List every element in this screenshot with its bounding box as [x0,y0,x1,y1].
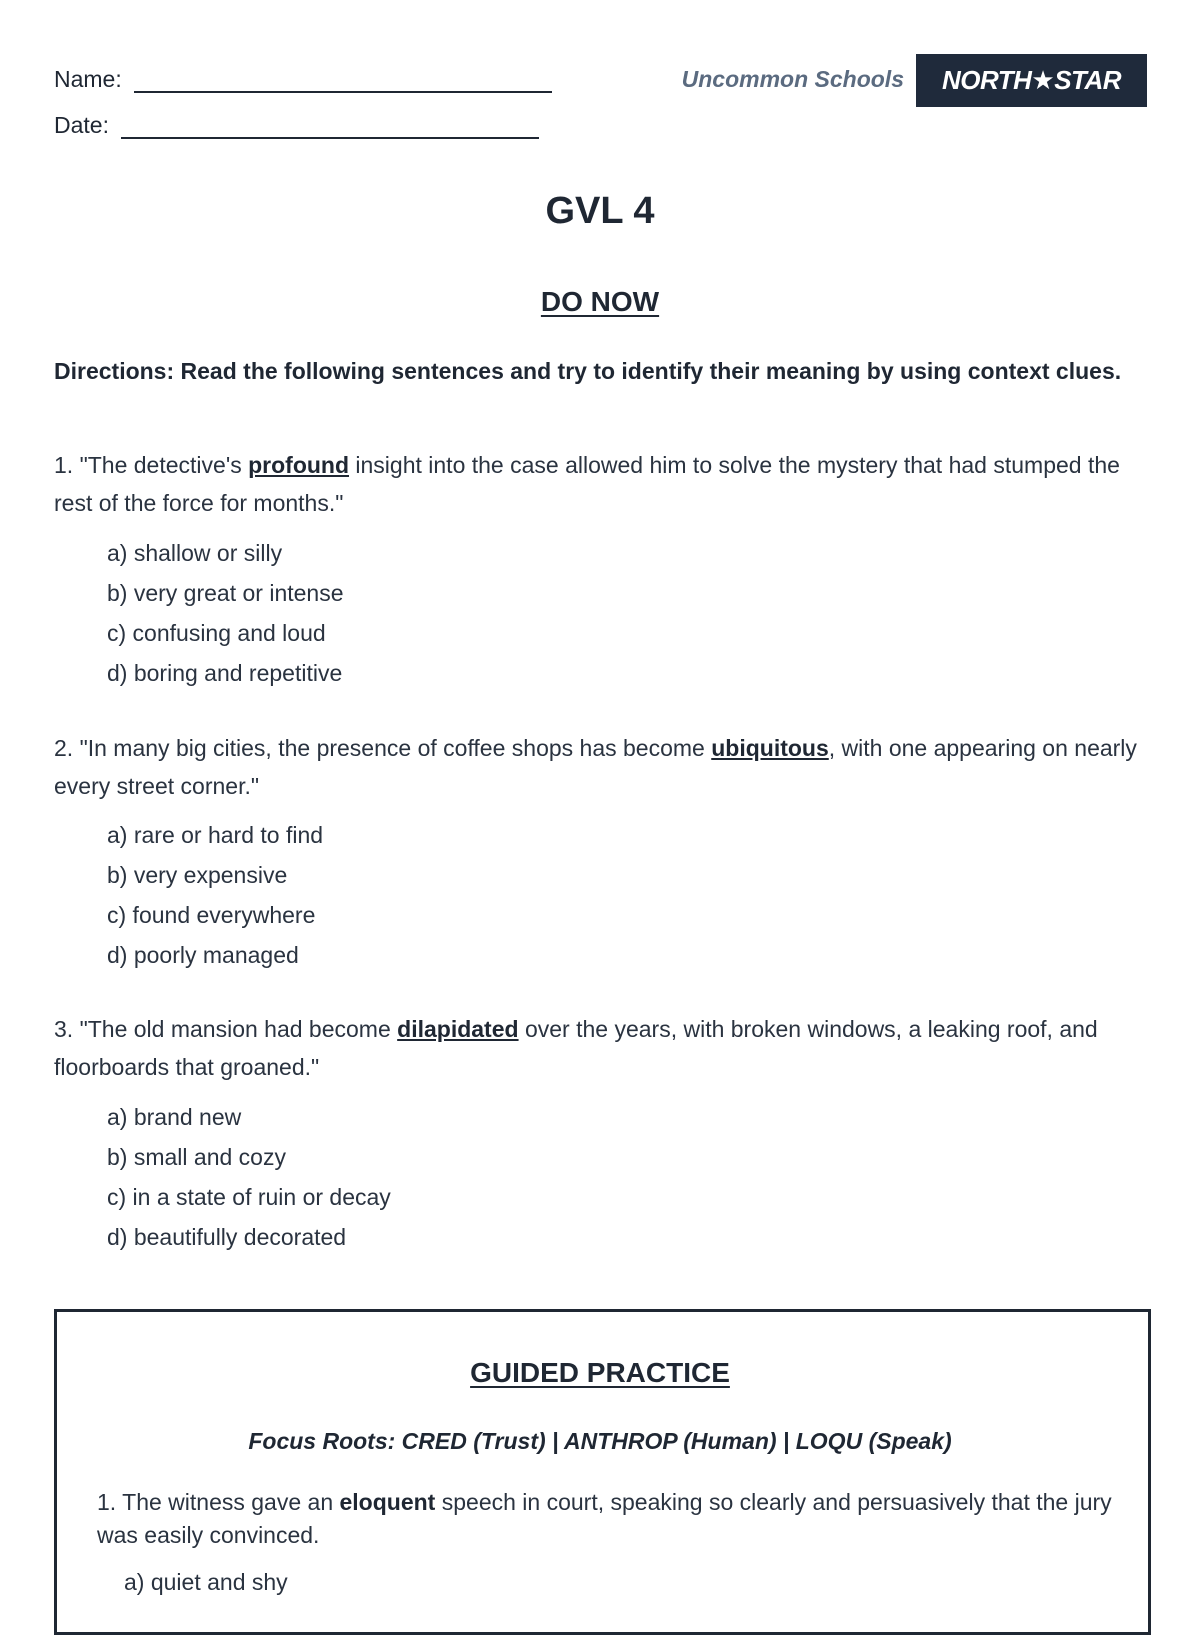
guided-question-1-options [124,1562,288,1602]
logo-text: NORTH★STAR [941,65,1122,95]
answer-option[interactable]: a) rare or hard to find [107,822,324,848]
vocab-term: ubiquitous [711,735,829,761]
name-label: Name: [54,66,122,92]
answer-option[interactable]: d) poorly managed [107,942,299,968]
answer-option[interactable]: a) quiet and shy [124,1569,288,1595]
answer-option[interactable]: c) in a state of ruin or decay [107,1184,391,1210]
focus-roots: Focus Roots: CRED (Trust) | ANTHROP (Human) | LOQU (Speak) [248,1428,952,1454]
vocab-term: dilapidated [397,1016,519,1042]
answer-option[interactable]: c) confusing and loud [107,620,326,646]
question-text: , with one appearing on nearly every street corner." [54,735,1137,799]
answer-option[interactable]: d) beautifully decorated [107,1224,347,1250]
date-blank-line[interactable] [121,115,539,139]
question-text: 3. "The old mansion had become [54,1016,398,1042]
answer-option[interactable]: b) small and cozy [107,1144,286,1170]
question-text: insight into the case allowed him to solve the mystery that had stumped the rest of the force for months." [54,452,1120,516]
vocab-term: eloquent [339,1489,436,1515]
name-field [54,66,552,93]
question-text: speech in court, speaking so clearly and persuasively that the jury was easily convinced. [97,1489,1112,1548]
question-text: 1. The witness gave an [97,1489,340,1515]
date-field [54,112,539,139]
question-3 [54,1010,1154,1086]
question-text: 1. "The detective's [54,452,249,478]
page-title: GVL 4 [545,190,655,232]
name-blank-line[interactable] [134,69,552,93]
answer-option[interactable]: d) boring and repetitive [107,660,343,686]
question-2 [54,729,1154,805]
guided-practice-heading: GUIDED PRACTICE [470,1357,730,1388]
brand-text: Uncommon Schools [681,66,904,92]
question-2-options [107,815,323,975]
north-star-logo [916,54,1147,107]
question-1 [54,446,1154,522]
directions-text: Directions: Read the following sentences and try to identify their meaning by using context clues. [54,358,1122,384]
answer-option[interactable]: a) brand new [107,1104,242,1130]
do-now-heading: DO NOW [540,286,660,317]
question-3-options [107,1097,391,1257]
answer-option[interactable]: c) found everywhere [107,902,316,928]
question-1-options [107,533,344,693]
answer-option[interactable]: b) very great or intense [107,580,344,606]
question-text: 2. "In many big cities, the presence of coffee shops has become [54,735,712,761]
question-text: over the years, with broken windows, a leaking roof, and floorboards that groaned." [54,1016,1098,1080]
guided-question-1 [97,1486,1117,1552]
answer-option[interactable]: b) very expensive [107,862,288,888]
date-label: Date: [54,112,109,138]
vocab-term: profound [248,452,350,478]
answer-option[interactable]: a) shallow or silly [107,540,283,566]
